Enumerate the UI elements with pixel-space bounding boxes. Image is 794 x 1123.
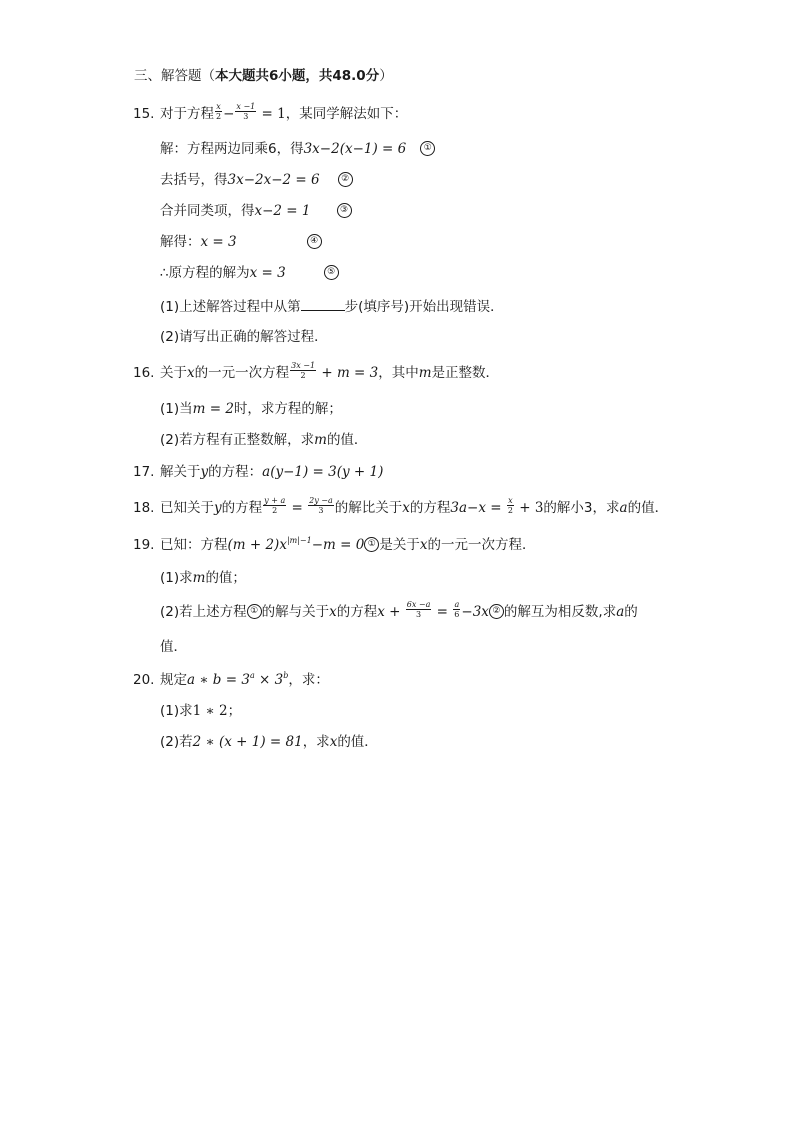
answer-blank: [301, 296, 345, 311]
q16-part-1: (1)当m = 2时，求方程的解；: [160, 401, 342, 417]
q20-part-1: (1)求1 ∗ 2；: [160, 703, 242, 719]
question-20-number: 20.: [133, 672, 155, 688]
section-heading: 三、解答题（本大题共6小题，共48.0分）: [134, 68, 393, 84]
fraction: $\frac{x}{2}$: [216, 101, 222, 121]
circled-number: ①: [420, 141, 435, 156]
q16-part-2: (2)若方程有正整数解，求m的值．: [160, 432, 368, 448]
question-20-stem: 规定a ∗ $b = 3^a \times 3^b$，求：: [160, 671, 329, 688]
q19-part-2-continued: 值．: [160, 639, 187, 655]
q15-step-2: 去括号，得3x−2x−2 = 6 ②: [160, 170, 353, 190]
question-15-stem: 对于方程 $\frac{x}{2}$ − $\frac{x -1}{3}$ = 1，某同学解法如下：: [160, 101, 408, 122]
question-16-number: 16.: [133, 365, 155, 381]
q15-step-3: 合并同类项，得x−2 = 1 ③: [160, 201, 352, 221]
circled-number: ②: [338, 172, 353, 187]
circled-number: ④: [307, 234, 322, 249]
fraction: $\frac{x}{2}$: [507, 495, 513, 515]
question-17-stem: 解关于y的方程：a(y−1) = 3(y + 1): [160, 464, 384, 480]
circled-number: ⑤: [324, 265, 339, 280]
fraction: $\frac{a}{6}$: [454, 599, 460, 619]
question-19-number: 19.: [133, 537, 155, 553]
circled-number: ③: [337, 203, 352, 218]
q19-part-2: (2)若上述方程 ① 的解与关于x的方程x + $\frac{6x -a}{3}$ = $\frac{a}{6}$ −3x ② 的解互为相反数,求a的: [160, 599, 638, 620]
fraction: $\frac{3x -1}{2}$: [291, 360, 316, 380]
question-17-number: 17.: [133, 464, 155, 480]
q15-step-1: 解：方程两边同乘6，得3x−2(x−1) = 6 ①: [160, 139, 435, 159]
q20-part-2: (2)若2 ∗ (x + 1) = 81，求x的值．: [160, 734, 378, 750]
q19-part-1: (1)求m的值；: [160, 570, 246, 586]
q15-step-4: 解得：x = 3 ④: [160, 232, 322, 252]
question-18-stem: 已知关于y的方程 $\frac{y + a}{2}$ = $\frac{2y -a}{3}$ 的解比关于x的方程3a−x = $\frac{x}{2}$ + 3的解小3，求a的值．: [160, 495, 669, 516]
q15-part-2: (2)请写出正确的解答过程．: [160, 329, 328, 345]
circled-number: ①: [247, 604, 262, 619]
q15-part-1: (1)上述解答过程中从第 步(填序号)开始出现错误．: [160, 296, 504, 317]
question-15-number: 15.: [133, 106, 155, 122]
circled-number: ②: [489, 604, 504, 619]
question-16-stem: 关于x的一元一次方程 $\frac{3x -1}{2}$ + m = 3，其中m是正整数．: [160, 360, 500, 381]
fraction: $\frac{2y -a}{3}$: [309, 495, 333, 515]
fraction: $\frac{6x -a}{3}$: [406, 599, 431, 619]
question-19-stem: 已知：方程$(m + 2)x^{|m|-1}-m = 0$ ① 是关于x的一元一次方程．: [160, 536, 536, 553]
question-18-number: 18.: [133, 500, 155, 516]
q15-step-5: ∴原方程的解为x = 3 ⑤: [160, 263, 339, 283]
circled-number: ①: [364, 537, 379, 552]
fraction: $\frac{y + a}{2}$: [264, 495, 286, 515]
fraction: $\frac{x -1}{3}$: [236, 101, 256, 121]
